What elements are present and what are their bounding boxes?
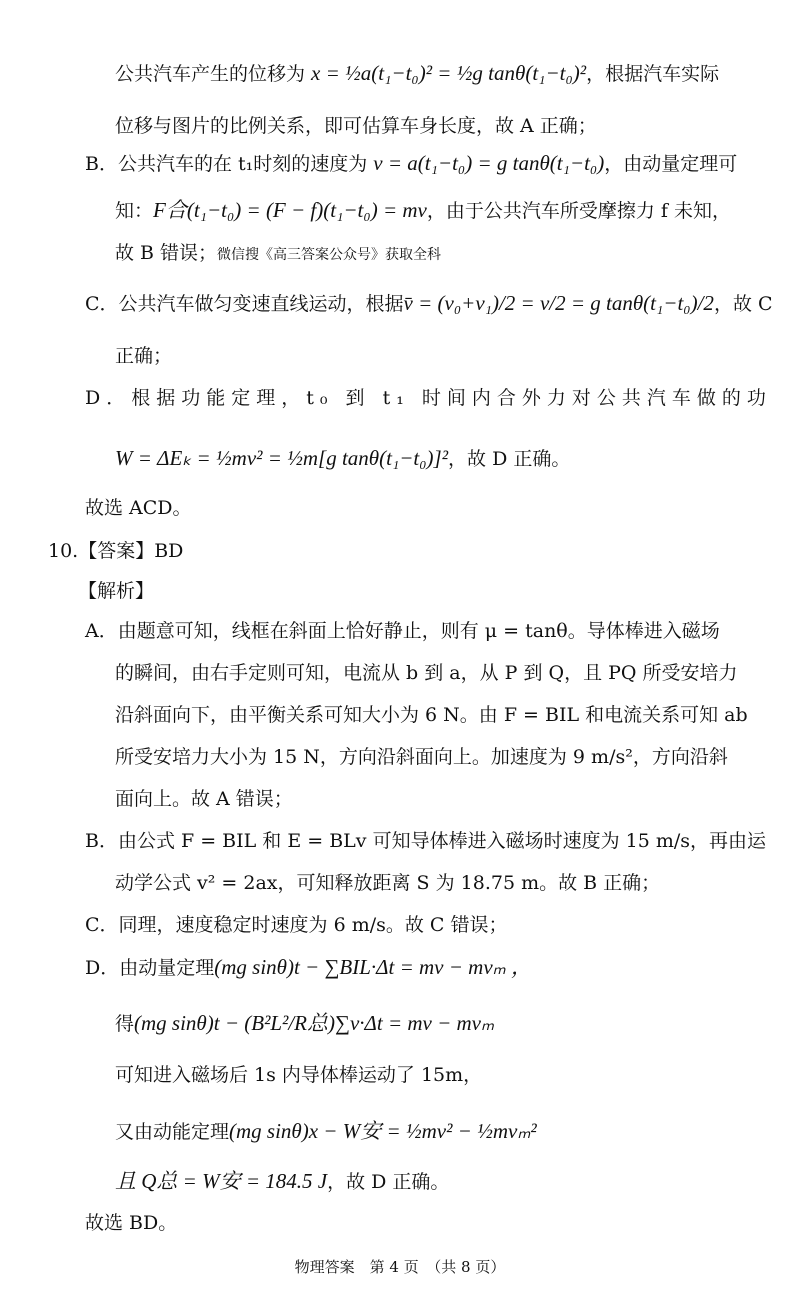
line-9b-3 bbox=[115, 240, 441, 268]
text: ，由动量定理可 bbox=[604, 153, 738, 175]
q10-analysis: 【解析】 bbox=[78, 580, 155, 602]
text: ，由于公共汽车所受摩擦力 f 未知， bbox=[426, 200, 731, 222]
text: 故 B 错误； bbox=[115, 242, 218, 264]
page-footer: 物理答案 第 4 页 （共 8 页） bbox=[294, 1258, 506, 1276]
line-9c-1 bbox=[85, 290, 773, 317]
formula-work: W = ΔEₖ = ½mv² = ½m[g tanθ(t₁−t₀)]² bbox=[115, 446, 449, 470]
text: 又由动能定理 bbox=[115, 1121, 230, 1143]
formula-heat: 且 Q总 = W安 = 184.5 J bbox=[115, 1169, 328, 1193]
q10-heading: 10.【答案】BD bbox=[48, 540, 184, 562]
q10-d-line-4 bbox=[115, 1118, 537, 1145]
q10-d-line-2 bbox=[115, 1010, 494, 1037]
select-10: 故选 BD。 bbox=[85, 1212, 178, 1234]
line-9d-1: D．根据功能定理，t₀ 到 t₁ 时间内合外力对公共汽车做的功 bbox=[85, 387, 772, 409]
line-9d-2 bbox=[115, 445, 570, 472]
q10-a-line-5: 面向上。故 A 错误； bbox=[115, 788, 293, 810]
watermark-note: 微信搜《高三答案公众号》获取全科 bbox=[217, 247, 442, 263]
q10-a-line-1: A．由题意可知，线框在斜面上恰好静止，则有 μ = tanθ。导体棒进入磁场 bbox=[85, 620, 720, 642]
q10-b-line-1: B．由公式 F = BIL 和 E = BLv 可知导体棒进入磁场时速度为 15 m/s，再由运 bbox=[85, 830, 766, 852]
q10-a-line-4: 所受安培力大小为 15 N，方向沿斜面向上。加速度为 9 m/s²，方向沿斜 bbox=[115, 746, 728, 768]
q10-d-line-5 bbox=[115, 1168, 449, 1195]
formula-momentum-sum: (mg sinθ)t − (B²L²/R总)∑v·Δt = mv − mvₘ bbox=[134, 1011, 495, 1035]
line-9a-2: 位移与图片的比例关系，即可估算车身长度，故 A 正确； bbox=[115, 115, 597, 137]
text: 公共汽车产生的位移为 bbox=[115, 63, 312, 85]
text: ，根据汽车实际 bbox=[586, 63, 720, 85]
formula-momentum: F合(t₁−t₀) = (F − f)(t₁−t₀) = mv bbox=[153, 198, 427, 222]
text: D．由动量定理 bbox=[85, 957, 215, 979]
line-9c-2: 正确； bbox=[115, 345, 173, 367]
text: ，故 C bbox=[713, 293, 773, 315]
formula-displacement: x = ½a(t₁−t₀)² = ½g tanθ(t₁−t₀)² bbox=[311, 61, 587, 85]
text: B．公共汽车的在 t₁时刻的速度为 bbox=[85, 153, 374, 175]
q10-a-line-2: 的瞬间，由右手定则可知，电流从 b 到 a，从 P 到 Q，且 PQ 所受安培力 bbox=[115, 662, 738, 684]
q10-a-line-3: 沿斜面向下，由平衡关系可知大小为 6 N。由 F = BIL 和电流关系可知 ab bbox=[115, 704, 748, 726]
q10-d-line-3: 可知进入磁场后 1s 内导体棒运动了 15m， bbox=[115, 1064, 483, 1086]
q10-b-line-2: 动学公式 v² = 2ax，可知释放距离 S 为 18.75 m。故 B 正确； bbox=[115, 872, 661, 894]
line-9a-1 bbox=[115, 60, 719, 87]
formula-average-velocity: v̄ = (v₀+v₁)/2 = v/2 = g tanθ(t₁−t₀)/2 bbox=[403, 291, 714, 315]
formula-kinetic-energy: (mg sinθ)x − W安 = ½mv² − ½mvₘ² bbox=[229, 1119, 537, 1143]
q10-c-line-1: C．同理，速度稳定时速度为 6 m/s。故 C 错误； bbox=[85, 914, 508, 936]
formula-velocity: v = a(t₁−t₀) = g tanθ(t₁−t₀) bbox=[373, 151, 605, 175]
select-9: 故选 ACD。 bbox=[85, 497, 192, 519]
text: C．公共汽车做匀变速直线运动，根据 bbox=[85, 293, 404, 315]
text: ，故 D 正确。 bbox=[327, 1171, 450, 1193]
formula-momentum-theorem: (mg sinθ)t − ∑BIL·Δt = mv − mvₘ ， bbox=[214, 955, 532, 979]
text: 知： bbox=[115, 200, 154, 222]
q10-d-line-1 bbox=[85, 954, 532, 981]
line-9b-2 bbox=[115, 197, 731, 224]
text: ，故 D 正确。 bbox=[448, 448, 571, 470]
text: 得 bbox=[115, 1013, 135, 1035]
line-9b-1 bbox=[85, 150, 737, 177]
